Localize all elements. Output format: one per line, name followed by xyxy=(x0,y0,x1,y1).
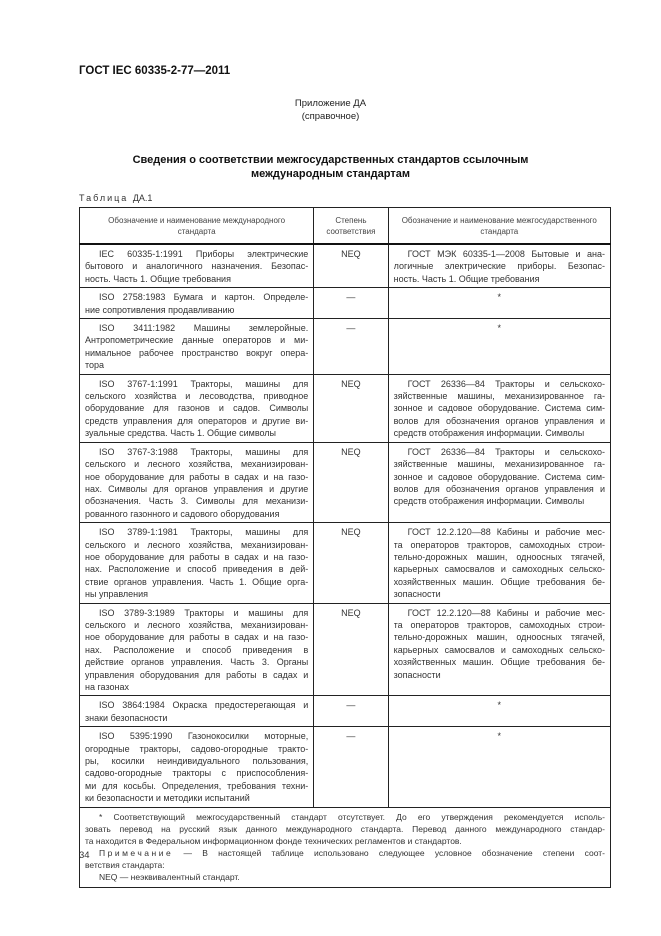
annex-subtitle: (справочное) xyxy=(301,111,360,122)
annex-heading xyxy=(0,97,661,123)
interstate-standard-cell xyxy=(388,374,610,442)
note-line xyxy=(85,847,605,859)
international-standard-cell xyxy=(80,244,314,288)
cell-line: обозначения. Часть 3. Символы для механизи- xyxy=(85,496,309,507)
cell-line: средств отображения информации. Символы xyxy=(393,428,585,439)
cell-line: тельно-дорожных машин, одноосных тягачей, xyxy=(393,551,605,562)
table-row xyxy=(80,288,611,319)
degree-cell: NEQ xyxy=(314,523,388,603)
note-label: Примечание xyxy=(99,847,174,858)
interstate-standard-cell xyxy=(388,523,610,603)
cell-line: ры, косилки неиндивидуального пользования, xyxy=(85,756,309,767)
degree-cell: NEQ xyxy=(314,603,388,696)
header-line: Обозначение и наименование межгосударственного xyxy=(401,216,597,225)
cell-line: нах. Расположение и способ приведения в xyxy=(85,644,309,655)
cell-line: нимальное рабочее пространство вокруг опера- xyxy=(85,347,309,358)
header-line: стандарта xyxy=(177,227,216,236)
cell-line: ствие органов управления. Часть 1. Общие орга- xyxy=(85,576,309,587)
interstate-standard-cell xyxy=(388,319,610,375)
cell-line: ность. Часть 1. Общие требования xyxy=(85,273,231,284)
cell-line: действие органов управления. Часть 3. Органы xyxy=(85,657,309,668)
degree-cell: — xyxy=(314,696,388,727)
section-title-line: Сведения о соответствии межгосударственных стандартов ссылочным xyxy=(132,154,529,166)
correspondence-table xyxy=(79,207,611,888)
cell-line: тельно-дорожных машин, одноосных тягачей, xyxy=(393,632,605,643)
cell-line: зяйственные машины, механизированное га- xyxy=(393,391,605,402)
cell-line: бытового и аналогичного назначения. Безопас- xyxy=(85,261,309,272)
cell-line: средств управления для операторов и другие ви- xyxy=(85,415,309,426)
cell-line: зяйственные машины, механизированное га- xyxy=(393,459,605,470)
header-line: стандарта xyxy=(480,227,519,236)
cell-line: ISO 3864:1984 Окраска предостерегающая и xyxy=(99,700,309,711)
cell-line: хозяйственных машин. Общие требования бе- xyxy=(393,576,605,587)
cell-line: ГОСТ 26336—84 Тракторы и сельскохо- xyxy=(407,446,605,457)
degree-cell: NEQ xyxy=(314,374,388,442)
note-text: — В настоящей таблице использовано следующее условное обозначение степени соот- xyxy=(183,847,605,858)
cell-line: ное оборудование для работы в садах и на газо- xyxy=(85,551,309,562)
cell-line: ние сопротивления продавливанию xyxy=(85,304,235,315)
cell-line: хозяйственных машин. Общие требования бе- xyxy=(393,657,605,668)
cell-line: сельского и лесного хозяйства, механизирован- xyxy=(85,539,309,550)
cell-line: на газонах xyxy=(85,682,129,692)
cell-line: та операторов тракторов, самоходных строи- xyxy=(393,539,605,550)
cell-line: знаки безопасности xyxy=(85,712,168,723)
interstate-standard-cell xyxy=(388,288,610,319)
document-header: ГОСТ IEC 60335-2-77—2011 xyxy=(79,65,231,77)
table-row xyxy=(80,523,611,603)
cell-line: ISO 3411:1982 Машины землеройные. xyxy=(99,323,309,334)
table-footnote-row xyxy=(80,807,611,887)
cell-line: ISO 3767-1:1991 Тракторы, машины для xyxy=(99,378,309,389)
cell-line: зуальные средства. Часть 1. Общие символы xyxy=(85,428,277,439)
degree-cell: — xyxy=(314,727,388,807)
page-number: 34 xyxy=(79,850,90,861)
cell-line: тора xyxy=(85,360,105,371)
cell-line: карьерных самосвалов и самоходных сельско- xyxy=(393,644,605,655)
international-standard-cell xyxy=(80,442,314,522)
header-line: Обозначение и наименование международного xyxy=(108,216,286,225)
cell-line: ное оборудование для работы в садах и на газо- xyxy=(85,632,309,643)
footnote-line: зовать перевод на русский язык данного международного стандарта. Перевод данного международного стандар- xyxy=(85,823,605,834)
no-equivalent-marker: * xyxy=(497,292,502,303)
footnote-line: * Соответствующий межгосударственный стандарт отсутствует. До его утверждения рекомендуется исполь- xyxy=(99,811,605,822)
table-row xyxy=(80,603,611,696)
cell-line: ГОСТ 26336—84 Тракторы и сельскохо- xyxy=(407,378,605,389)
table-row xyxy=(80,244,611,288)
degree-cell: — xyxy=(314,288,388,319)
cell-line: оборудование для газонов и садов. Символы xyxy=(85,403,309,414)
cell-line: сельского и лесного хозяйства, механизирован- xyxy=(85,459,309,470)
cell-line: ISO 2758:1983 Бумага и картон. Определе- xyxy=(99,292,309,303)
cell-line: нах. Символы для органов управления и другие xyxy=(85,483,309,494)
table-row xyxy=(80,319,611,375)
international-standard-cell xyxy=(80,374,314,442)
international-standard-cell xyxy=(80,523,314,603)
cell-line: логичные электрические приборы. Безопас- xyxy=(393,261,605,272)
note-line: ветствия стандарта: xyxy=(85,859,165,870)
degree-cell: NEQ xyxy=(314,442,388,522)
cell-line: средств отображения информации. Символы xyxy=(393,496,585,507)
no-equivalent-marker: * xyxy=(497,731,502,742)
interstate-standard-cell xyxy=(388,244,610,288)
header-interstate-standard xyxy=(388,208,610,245)
cell-line: ГОСТ 12.2.120—88 Кабины и рабочие мес- xyxy=(407,527,605,538)
table-header-row xyxy=(80,208,611,245)
international-standard-cell xyxy=(80,727,314,807)
header-line: Степень xyxy=(335,216,367,225)
table-caption-label: Таблица xyxy=(79,193,129,203)
cell-line: та операторов тракторов, самоходных строи- xyxy=(393,619,605,630)
cell-line: нах. Расположение и способ приведения в дей- xyxy=(85,564,309,575)
cell-line: ГОСТ 12.2.120—88 Кабины и рабочие мес- xyxy=(407,607,605,618)
cell-line: ми для косьбы. Определения, требования техни- xyxy=(85,780,309,791)
cell-line: рованного газонного и садового оборудования xyxy=(85,508,280,519)
cell-line: ное оборудование для работы в садах и на газо- xyxy=(85,471,309,482)
table-caption xyxy=(79,193,152,203)
international-standard-cell xyxy=(80,696,314,727)
interstate-standard-cell xyxy=(388,603,610,696)
cell-line: зопасности xyxy=(393,589,441,600)
cell-line: зопасности xyxy=(393,669,441,680)
table-caption-number: ДА.1 xyxy=(132,193,153,203)
table-row xyxy=(80,442,611,522)
header-international-standard xyxy=(80,208,314,245)
table-row xyxy=(80,727,611,807)
table-footnote xyxy=(80,807,611,887)
international-standard-cell xyxy=(80,288,314,319)
degree-cell: NEQ xyxy=(314,244,388,288)
cell-line: ны управления xyxy=(85,589,149,600)
cell-line: Антропометрические данные операторов и ми- xyxy=(85,335,309,346)
cell-line: ISO 5395:1990 Газонокосилки моторные, xyxy=(99,731,309,742)
interstate-standard-cell xyxy=(388,696,610,727)
cell-line: зонное и садовое оборудование. Система сим- xyxy=(393,471,605,482)
cell-line: садово-огородные тракторы с приспособления- xyxy=(85,768,309,779)
cell-line: зонное и садовое оборудование. Система сим- xyxy=(393,403,605,414)
international-standard-cell xyxy=(80,603,314,696)
cell-line: ISO 3767-3:1988 Тракторы, машины для xyxy=(99,446,309,457)
cell-line: ность. Часть 1. Общие требования xyxy=(393,273,540,284)
cell-line: волов для обозначения органов управления и xyxy=(393,483,605,494)
annex-title: Приложение ДА xyxy=(294,98,367,109)
footnote-line: та находится в Федеральном информационном фонде технических регламентов и стандартов. xyxy=(85,835,462,846)
interstate-standard-cell xyxy=(388,442,610,522)
cell-line: управления оборудования для работы в садах и xyxy=(85,669,309,680)
cell-line: ки безопасности и методики испытаний xyxy=(85,793,250,804)
cell-line: огородные тракторы, садово-огородные тракто- xyxy=(85,743,309,754)
cell-line: ГОСТ МЭК 60335-1—2008 Бытовые и ана- xyxy=(407,249,605,259)
international-standard-cell xyxy=(80,319,314,375)
table-body xyxy=(80,244,611,807)
no-equivalent-marker: * xyxy=(497,700,502,711)
cell-line: IEC 60335-1:1991 Приборы электрические xyxy=(99,249,309,259)
header-line: соответствия xyxy=(326,227,376,236)
section-title-line: международным стандартам xyxy=(251,168,410,180)
interstate-standard-cell xyxy=(388,727,610,807)
note-legend: NEQ — неэквивалентный стандарт. xyxy=(99,871,240,882)
cell-line: сельского хозяйства и лесоводства, приводное xyxy=(85,391,309,402)
no-equivalent-marker: * xyxy=(497,323,502,334)
section-title xyxy=(0,153,661,181)
cell-line: карьерных самосвалов и самоходных сельско- xyxy=(393,564,605,575)
cell-line: ISO 3789-3:1989 Тракторы и машины для xyxy=(99,607,309,618)
table-row xyxy=(80,374,611,442)
header-degree xyxy=(314,208,388,245)
table-row xyxy=(80,696,611,727)
cell-line: волов для обозначения органов управления и xyxy=(393,415,605,426)
cell-line: сельского и лесного хозяйства, механизирован- xyxy=(85,619,309,630)
cell-line: ISO 3789-1:1981 Тракторы, машины для xyxy=(99,527,309,538)
degree-cell: — xyxy=(314,319,388,375)
